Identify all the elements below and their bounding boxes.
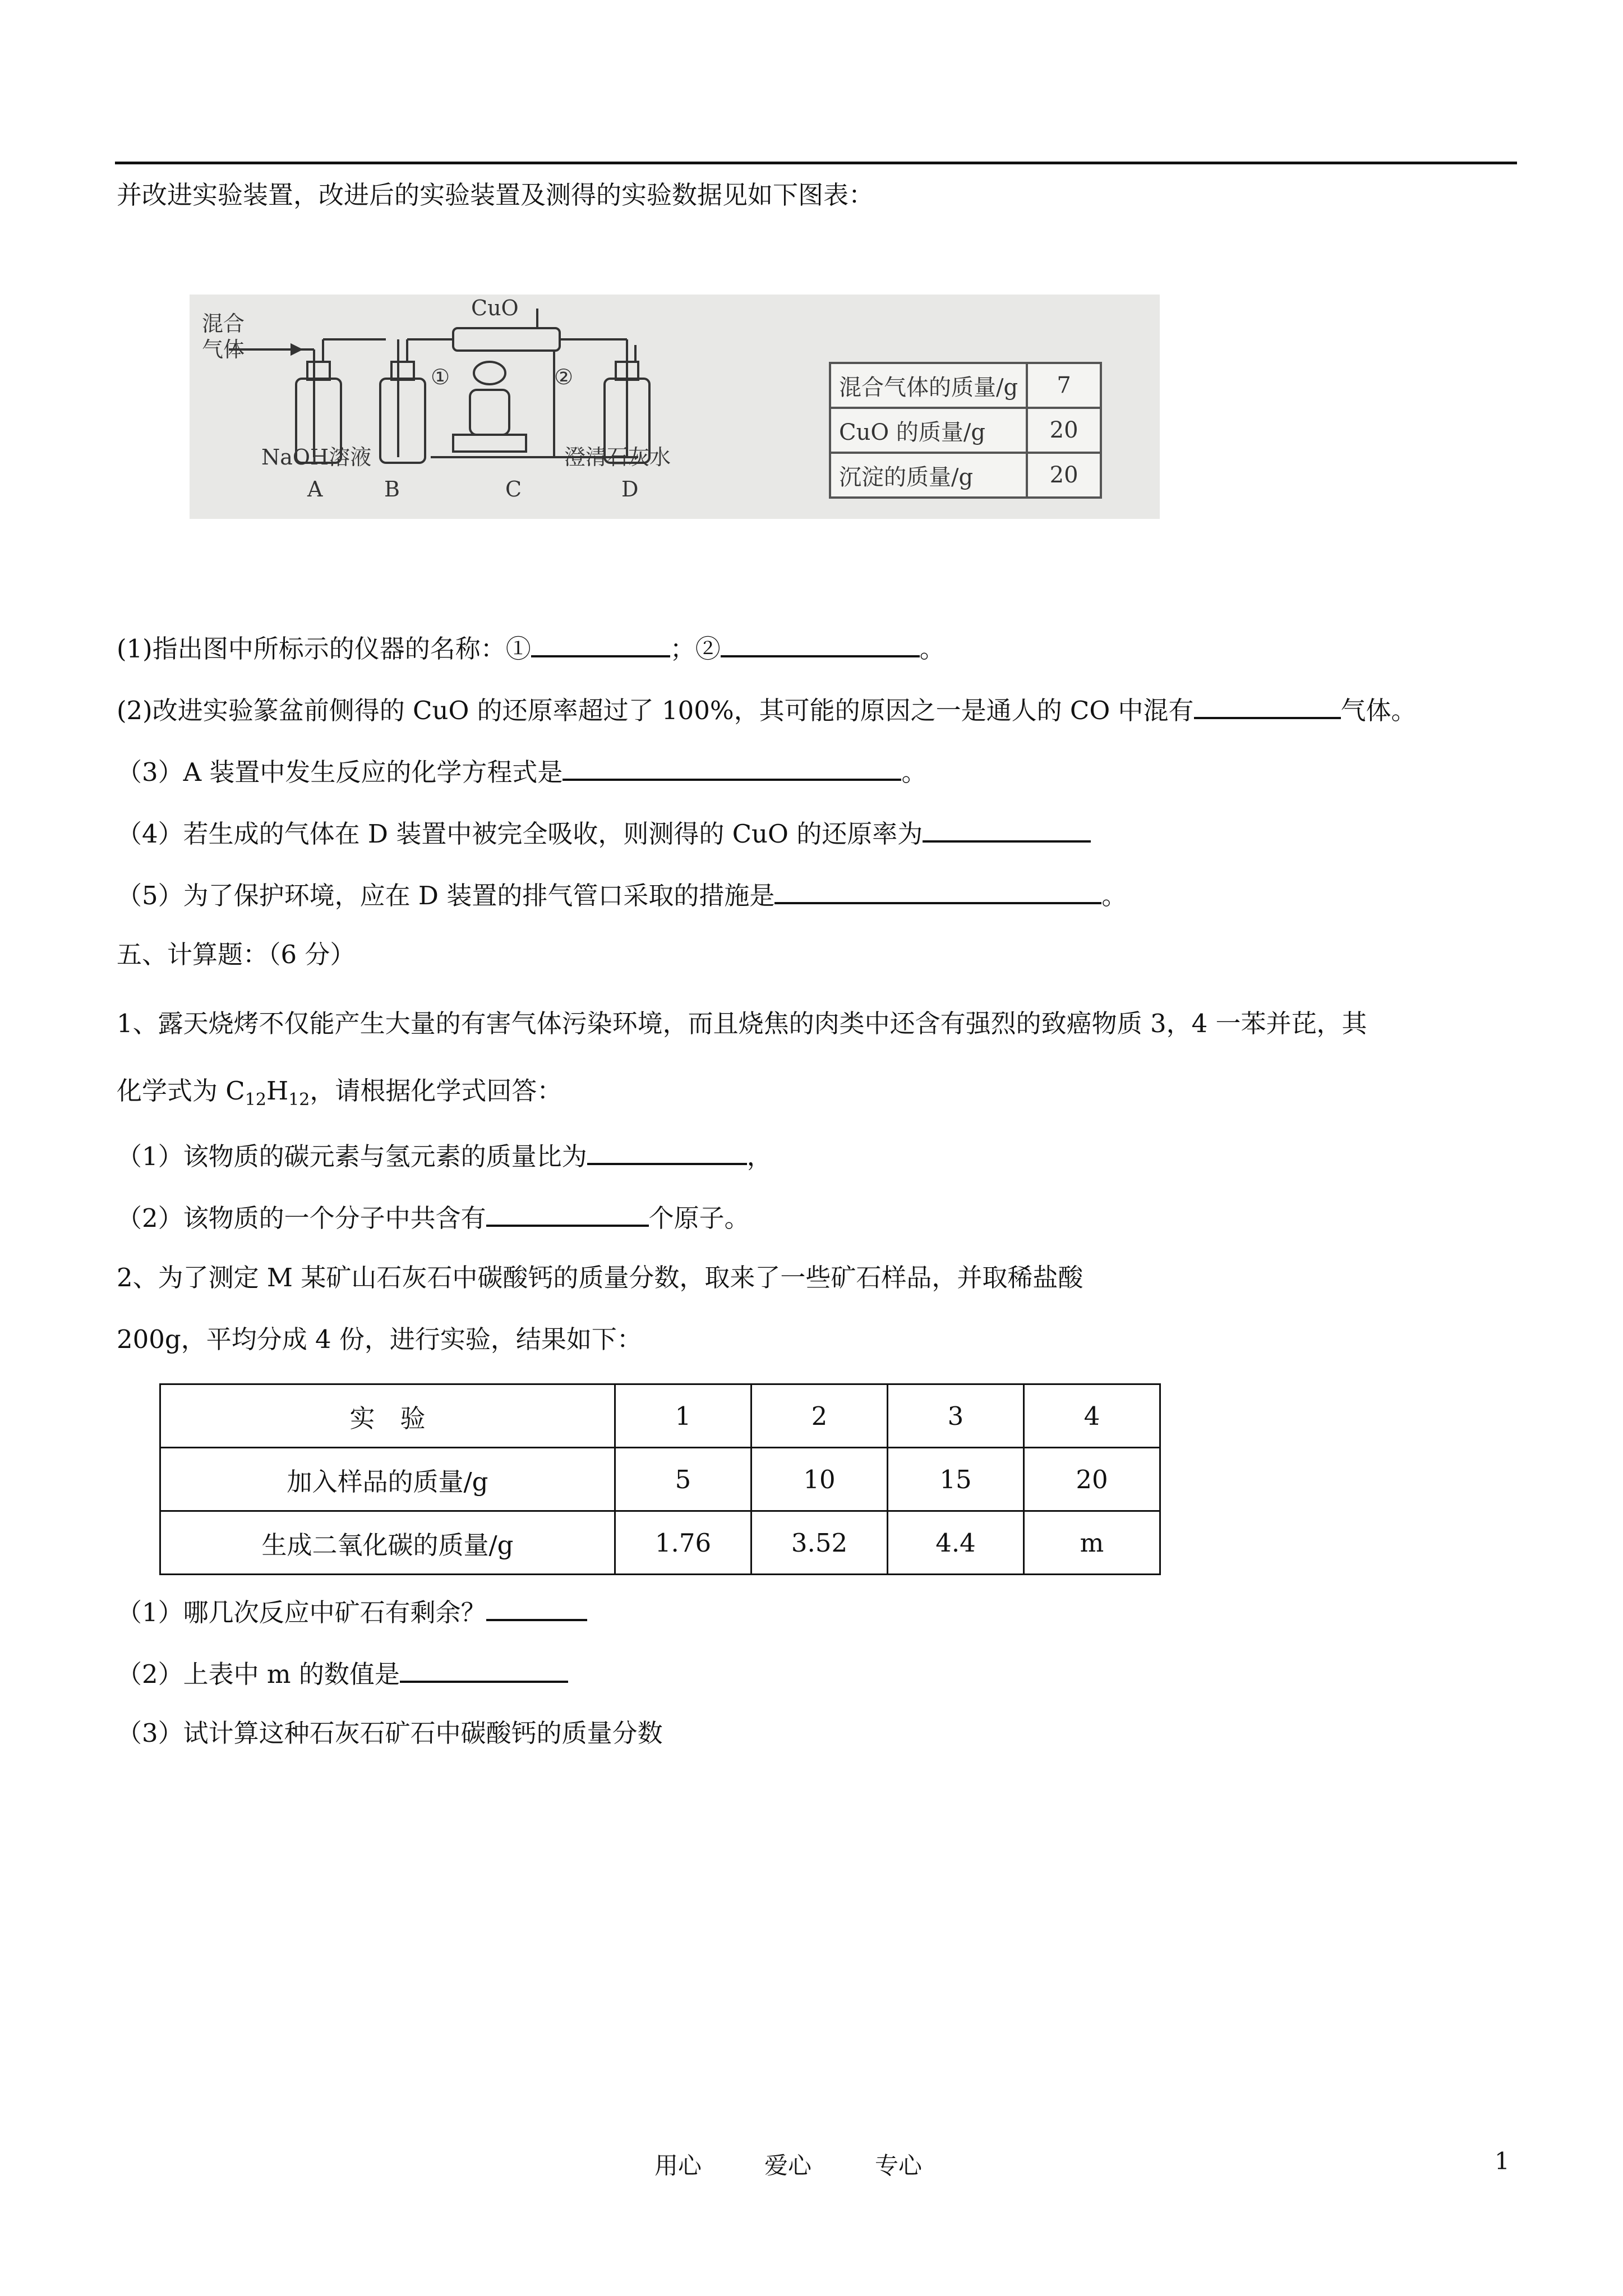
gas-label-1: 混合 (202, 311, 245, 336)
footer-slogan-2: 爱心 (764, 2152, 812, 2179)
question-5: （5）为了保护环境，应在 D 装置的排气管口采取的措施是 。 (117, 875, 1127, 913)
letter-b: B (384, 477, 400, 501)
table-header-cell: 4 (1024, 1384, 1160, 1448)
table-cell: 4.4 (888, 1511, 1024, 1575)
problem-1-question-1: （1）该物质的碳元素与氢元素的质量比为 ， (117, 1136, 772, 1174)
question-1: (1)指出图中所标示的仪器的名称：① ；② 。 (117, 628, 945, 666)
gas-label-2: 气体 (202, 337, 245, 362)
table-header-cell: 1 (615, 1384, 751, 1448)
letter-d: D (621, 477, 639, 501)
table-cell: 15 (888, 1448, 1024, 1511)
marker-1: ① (431, 365, 450, 389)
page-number: 1 (1495, 2147, 1510, 2175)
letter-c: C (505, 477, 522, 501)
answer-blank-1b[interactable] (721, 628, 920, 657)
naoh-label: NaOH溶液 (261, 445, 372, 470)
problem-1-line-1: 1、露天烧烤不仅能产生大量的有害气体污染环境，而且烧焦的肉类中还含有强烈的致癌物质 3，4 一苯并芘，其 (117, 1009, 1367, 1038)
answer-blank-p2q1[interactable] (486, 1592, 587, 1621)
figure-data-table (829, 362, 1102, 499)
flame (474, 362, 505, 384)
section-title: 五、计算题：（6 分） (117, 940, 356, 969)
table-header-cell: 3 (888, 1384, 1024, 1448)
problem-2-line-1: 2、为了测定 M 某矿山石灰石中碳酸钙的质量分数，取来了一些矿石样品，并取稀盐酸 (117, 1263, 1083, 1292)
limewater-label: 澄清石灰水 (564, 445, 671, 470)
problem-2-line-2: 200g，平均分成 4 份，进行实验，结果如下： (117, 1324, 642, 1354)
problem-2-question-3: （3）试计算这种石灰石矿石中碳酸钙的质量分数 (117, 1718, 663, 1748)
lamp-base (453, 435, 526, 452)
problem-2-question-2: （2）上表中 m 的数值是 (117, 1654, 568, 1691)
answer-blank-5[interactable] (774, 875, 1101, 904)
figure-table-row (830, 453, 1101, 498)
footer-slogan-3: 专心 (875, 2152, 923, 2179)
apparatus-figure (190, 295, 1160, 519)
figure-table-label: CuO 的质量/g (830, 408, 1027, 453)
table-cell: 20 (1024, 1448, 1160, 1511)
figure-table-value: 20 (1027, 408, 1101, 453)
question-4: （4）若生成的气体在 D 装置中被完全吸收，则测得的 CuO 的还原率为 (117, 813, 1091, 851)
answer-blank-4[interactable] (923, 813, 1091, 843)
bottle-a-neck (307, 362, 330, 380)
header-rule (115, 162, 1517, 164)
figure-table-label: 混合气体的质量/g (830, 363, 1027, 408)
bottle-b (380, 379, 425, 463)
table-cell: 加入样品的质量/g (160, 1448, 615, 1511)
question-2: (2)改进实验篆盆前侧得的 CuO 的还原率超过了 100%，其可能的原因之一是通人的 CO 中混有 气体。 (117, 690, 1417, 728)
table-cell: 1.76 (615, 1511, 751, 1575)
experiment-table (159, 1383, 1161, 1575)
answer-blank-1a[interactable] (531, 628, 670, 657)
table-cell: 5 (615, 1448, 751, 1511)
figure-table-value: 20 (1027, 453, 1101, 498)
question-3: （3）A 装置中发生反应的化学方程式是 。 (117, 752, 926, 789)
alcohol-lamp (470, 390, 509, 435)
table-cell: 3.52 (751, 1511, 888, 1575)
figure-table-row (830, 363, 1101, 408)
answer-blank-p2q2[interactable] (400, 1654, 568, 1683)
problem-2-question-1: （1）哪几次反应中矿石有剩余？ (117, 1592, 587, 1630)
table-row (160, 1511, 1160, 1575)
table-cell: m (1024, 1511, 1160, 1575)
intro-text: 并改进实验装置，改进后的实验装置及测得的实验数据见如下图表： (117, 180, 874, 210)
answer-blank-3[interactable] (562, 752, 901, 781)
answer-blank-p1q1[interactable] (587, 1136, 747, 1165)
table-row (160, 1448, 1160, 1511)
table-header-cell: 实 验 (160, 1384, 615, 1448)
problem-1-line-2: 化学式为 $C_{12}H_{12}$，请根据化学式回答： (117, 1076, 562, 1110)
table-cell: 10 (751, 1448, 888, 1511)
letter-a: A (307, 477, 323, 501)
cuo-label: CuO (471, 296, 519, 320)
footer-slogan-1: 用心 (654, 2152, 702, 2179)
arrow-head (292, 345, 301, 354)
marker-2: ② (554, 365, 574, 389)
answer-blank-p1q2[interactable] (486, 1198, 649, 1227)
table-header-cell: 2 (751, 1384, 888, 1448)
figure-table-value: 7 (1027, 363, 1101, 408)
table-cell: 生成二氧化碳的质量/g (160, 1511, 615, 1575)
problem-1-question-2: （2）该物质的一个分子中共含有 个原子。 (117, 1198, 750, 1235)
bottle-b-neck (391, 362, 414, 380)
combustion-tube (453, 328, 560, 351)
figure-table-label: 沉淀的质量/g (830, 453, 1027, 498)
answer-blank-2[interactable] (1194, 690, 1341, 719)
figure-table-row (830, 408, 1101, 453)
table-header-row (160, 1384, 1160, 1448)
